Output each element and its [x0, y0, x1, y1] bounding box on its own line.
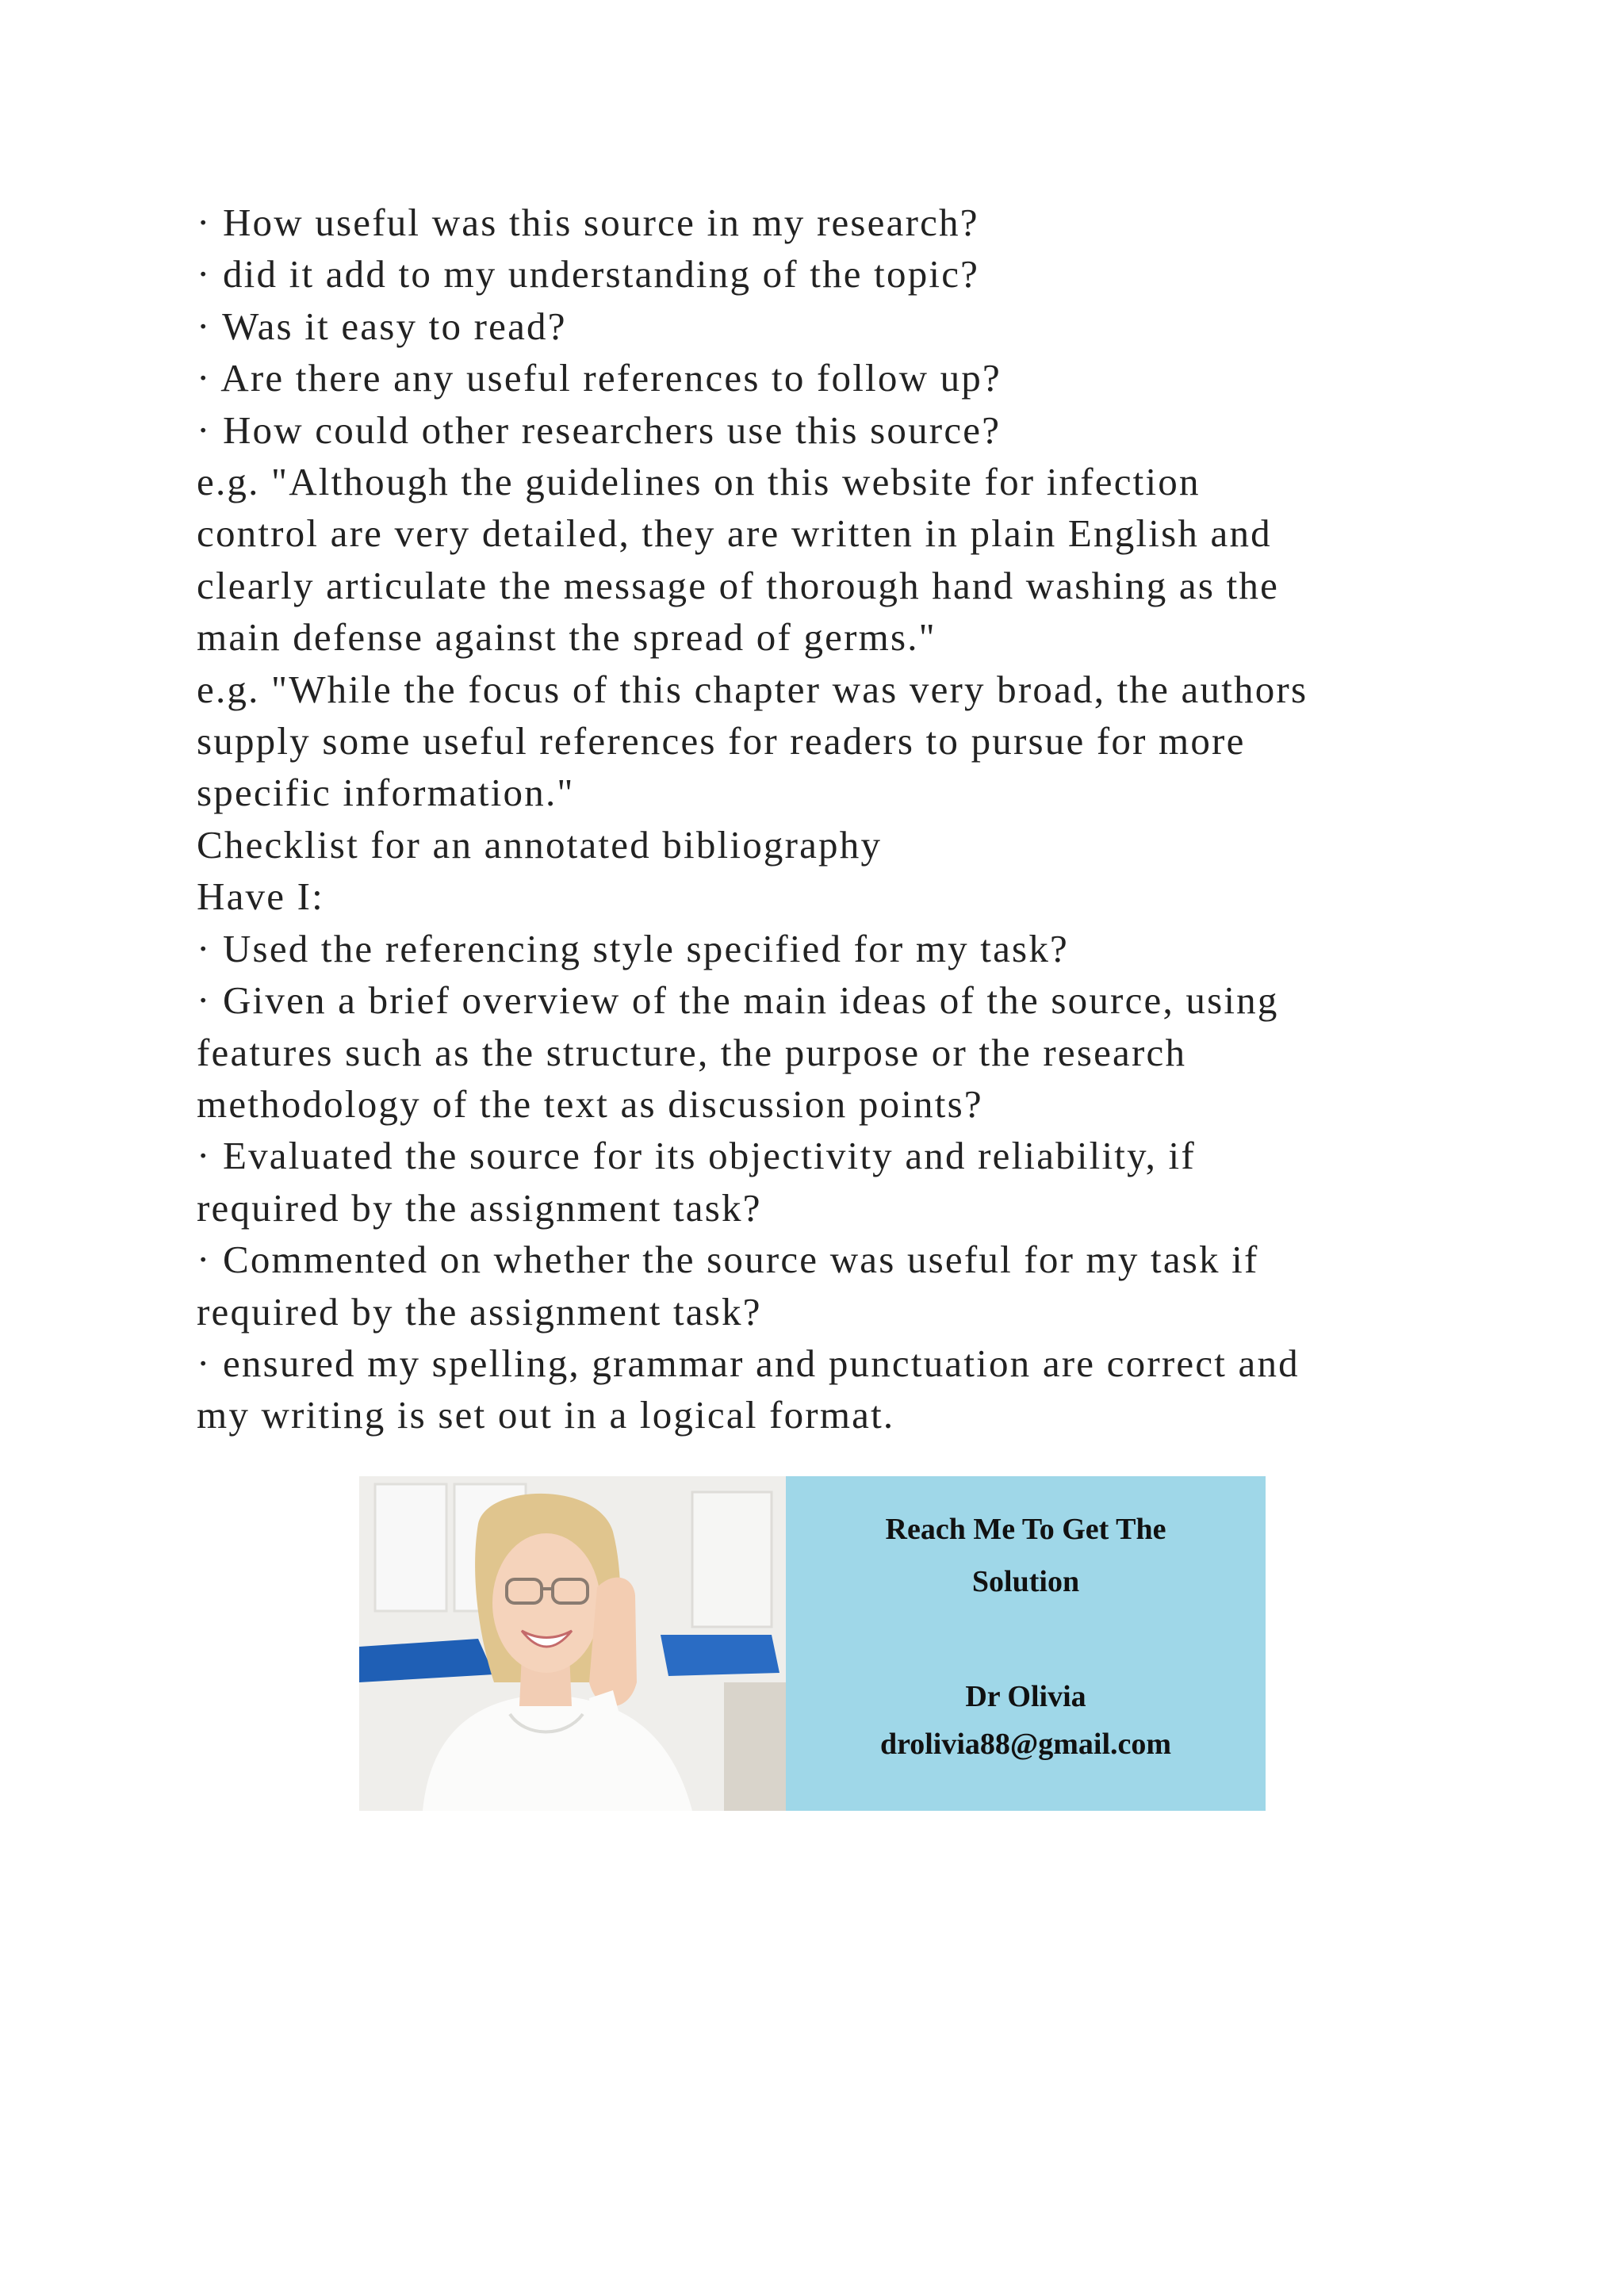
text-line: specific information.": [197, 771, 575, 815]
text-line: control are very detailed, they are written in plain English and: [197, 511, 1272, 556]
text-line: · ensured my spelling, grammar and punctuation are correct and: [197, 1341, 1300, 1385]
woman-photo: [359, 1476, 786, 1811]
contact-name: Dr Olivia: [965, 1680, 1086, 1713]
woman-illustration: [359, 1476, 786, 1811]
text-line: · did it add to my understanding of the topic?: [197, 252, 980, 297]
text-line: supply some useful references for readers to pursue for more: [197, 719, 1246, 763]
text-line: · Given a brief overview of the main ideas of the source, using: [197, 978, 1279, 1023]
text-line: clearly articulate the message of thorough hand washing as the: [197, 563, 1280, 607]
text-line: e.g. "While the focus of this chapter was very broad, the authors: [197, 667, 1308, 711]
text-line: · Are there any useful references to follow up?: [197, 356, 1002, 400]
contact-banner: [359, 1476, 1266, 1811]
text-line: main defense against the spread of germs.": [197, 615, 936, 660]
text-line: · How useful was this source in my research?: [197, 201, 979, 244]
contact-details: [786, 1673, 1266, 1768]
contact-info-panel: [786, 1476, 1266, 1811]
text-line: · How could other researchers use this source?: [197, 408, 1002, 452]
text-line: my writing is set out in a logical format.: [197, 1393, 895, 1437]
promo-message: [786, 1503, 1266, 1608]
text-line: required by the assignment task?: [197, 1289, 762, 1334]
text-line: · Evaluated the source for its objectivity and reliability, if: [197, 1134, 1196, 1178]
text-line: e.g. "Although the guidelines on this website for infection: [197, 460, 1201, 504]
contact-email: drolivia88@gmail.com: [879, 1728, 1172, 1761]
promo-line-1: Reach Me To Get The: [885, 1513, 1166, 1546]
promo-line-2: Solution: [971, 1565, 1080, 1598]
text-line: methodology of the text as discussion points?: [197, 1081, 983, 1126]
text-line: · Commented on whether the source was useful for my task if: [197, 1238, 1259, 1282]
text-line: Have I:: [197, 874, 324, 919]
text-line: Checklist for an annotated bibliography: [197, 822, 883, 867]
text-line: features such as the structure, the purpose or the research: [197, 1030, 1187, 1074]
text-line: · Used the referencing style specified for my task?: [197, 926, 1069, 970]
text-line: required by the assignment task?: [197, 1185, 762, 1230]
text-line: · Was it easy to read?: [197, 304, 567, 348]
document-body: [197, 197, 1450, 1441]
